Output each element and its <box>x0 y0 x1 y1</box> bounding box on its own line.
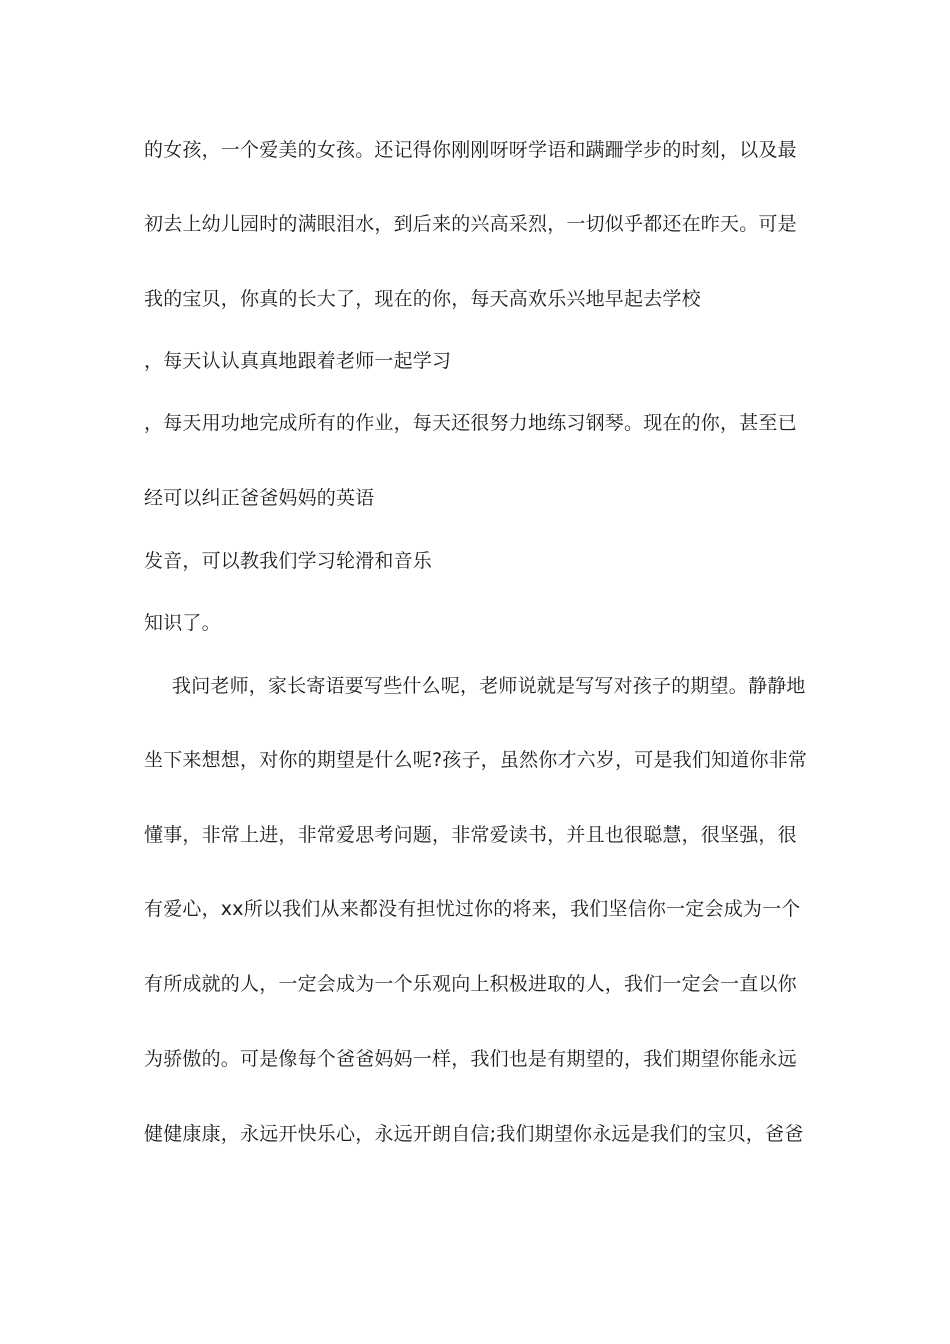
text-line: 发音，可以教我们学习轮滑和音乐 <box>144 550 433 572</box>
text-line: 坐下来想想，对你的期望是什么呢?孩子，虽然你才六岁，可是我们知道你非常 <box>144 749 808 771</box>
text-line: 有所成就的人，一定会成为一个乐观向上积极进取的人，我们一定会一直以你 <box>144 973 797 995</box>
paragraph-first-line: 我问老师，家长寄语要写些什么呢，老师说就是写写对孩子的期望。静静地 <box>172 675 806 697</box>
text-line: 经可以纠正爸爸妈妈的英语 <box>144 487 375 509</box>
text-line: ，每天认认真真地跟着老师一起学习 <box>144 350 452 372</box>
text-line: 我的宝贝，你真的长大了，现在的你，每天高欢乐兴地早起去学校 <box>144 288 701 310</box>
text-line: 懂事，非常上进，非常爱思考问题，非常爱读书，并且也很聪慧，很坚强，很 <box>144 824 797 846</box>
text-line: 初去上幼儿园时的满眼泪水，到后来的兴高采烈，一切似乎都还在昨天。可是 <box>144 213 797 235</box>
text-line: 健健康康，永远开快乐心，永远开朗自信;我们期望你永远是我们的宝贝，爸爸 <box>144 1123 804 1145</box>
text-line: ，每天用功地完成所有的作业，每天还很努力地练习钢琴。现在的你，甚至已 <box>144 412 797 434</box>
text-line: 的女孩，一个爱美的女孩。还记得你刚刚呀呀学语和蹒跚学步的时刻，以及最 <box>144 139 797 161</box>
text-line: 有爱心，xx所以我们从来都没有担忧过你的将来，我们坚信你一定会成为一个 <box>144 898 801 920</box>
text-line: 为骄傲的。可是像每个爸爸妈妈一样，我们也是有期望的，我们期望你能永远 <box>144 1048 797 1070</box>
text-line: 知识了。 <box>144 612 221 634</box>
